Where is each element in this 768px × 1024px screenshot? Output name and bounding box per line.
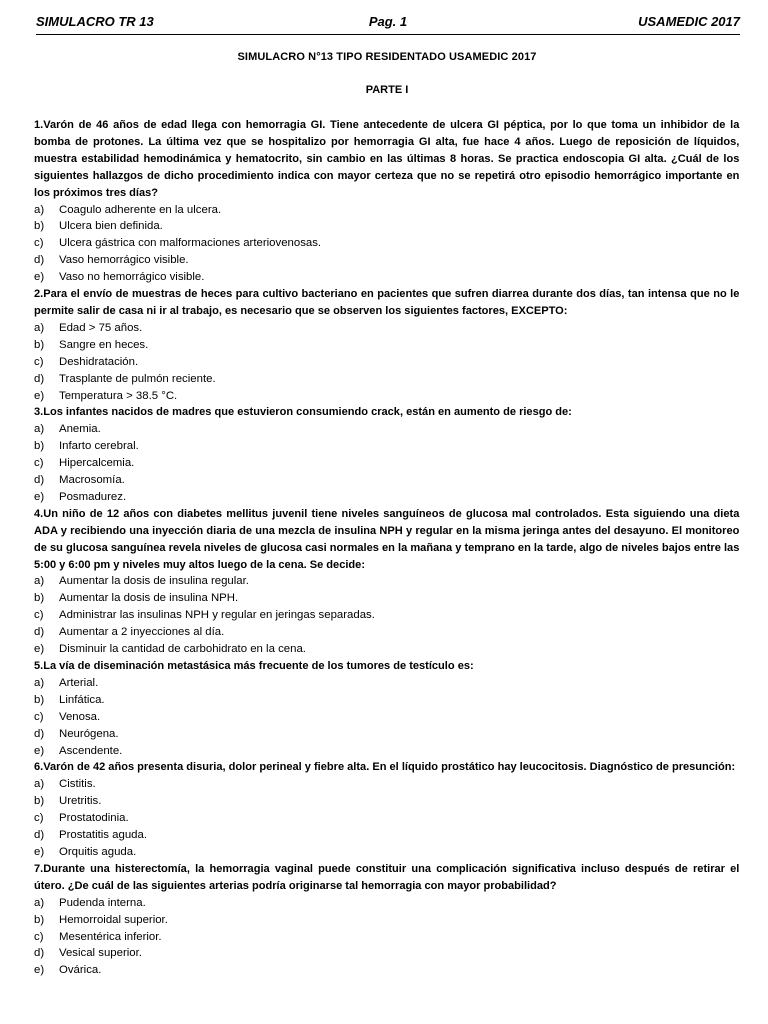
option-text: Prostatitis aguda. — [59, 829, 148, 842]
option-letter: a) — [34, 676, 45, 689]
option-text: Linfática. — [59, 693, 105, 706]
answer-options — [34, 895, 740, 980]
answer-option — [34, 472, 740, 489]
option-letter: d) — [34, 254, 45, 267]
option-letter: b) — [34, 338, 45, 351]
option-text: Aumentar a 2 inyecciones al día. — [59, 626, 225, 639]
option-letter: b) — [34, 693, 45, 706]
option-letter: e) — [34, 964, 45, 977]
answer-options — [34, 675, 740, 760]
option-text: Infarto cerebral. — [59, 440, 139, 453]
answer-option — [34, 776, 740, 793]
option-text: Mesentérica inferior. — [59, 930, 162, 943]
answer-option — [34, 962, 740, 979]
option-letter: b) — [34, 440, 45, 453]
option-letter: e) — [34, 845, 45, 858]
option-text: Edad > 75 años. — [59, 321, 143, 334]
option-text: Administrar las insulinas NPH y regular en jeringas separadas. — [59, 609, 375, 622]
answer-option — [34, 912, 740, 929]
option-text: Hipercalcemia. — [59, 457, 135, 470]
answer-options — [34, 573, 740, 658]
option-text: Cistitis. — [59, 778, 96, 791]
page-header — [36, 12, 740, 35]
option-letter: d) — [34, 947, 45, 960]
answer-option — [34, 421, 740, 438]
answer-options — [34, 320, 740, 405]
answer-option — [34, 269, 740, 286]
option-letter: a) — [34, 321, 45, 334]
option-letter: c) — [34, 710, 44, 723]
option-text: Ascendente. — [59, 744, 123, 757]
answer-options — [34, 421, 740, 506]
answer-option — [34, 743, 740, 760]
answer-option — [34, 202, 740, 219]
answer-option — [34, 641, 740, 658]
exam-document — [34, 50, 740, 979]
option-text: Pudenda interna. — [59, 896, 146, 909]
option-text: Arterial. — [59, 676, 99, 689]
option-text: Vaso no hemorrágico visible. — [59, 271, 205, 284]
option-letter: a) — [34, 423, 45, 436]
option-text: Aumentar la dosis de insulina regular. — [59, 575, 249, 588]
question-stem: 2.Para el envío de muestras de heces para cultivo bacteriano en pacientes que sufren diarrea durante dos días, tan intensa que no le permite salir de casa ni ir al trabajo, es necesario que se observen los siguientes factores, EXCEPTO: — [34, 288, 740, 317]
option-text: Deshidratación. — [59, 355, 139, 368]
option-letter: c) — [34, 930, 44, 943]
option-letter: e) — [34, 389, 45, 402]
option-letter: e) — [34, 744, 45, 757]
part-heading: PARTE I — [365, 84, 409, 96]
option-text: Anemia. — [59, 423, 101, 436]
exam-title: SIMULACRO N°13 TIPO RESIDENTADO USAMEDIC 2017 — [237, 51, 537, 63]
question-list — [34, 117, 740, 979]
option-letter: c) — [34, 457, 44, 470]
option-letter: d) — [34, 474, 45, 487]
option-text: Aumentar la dosis de insulina NPH. — [59, 592, 239, 605]
option-letter: a) — [34, 203, 45, 216]
answer-option — [34, 320, 740, 337]
answer-option — [34, 945, 740, 962]
option-text: Hemorroidal superior. — [59, 913, 168, 926]
answer-options — [34, 776, 740, 861]
option-text: Temperatura > 38.5 °C. — [59, 389, 178, 402]
answer-option — [34, 675, 740, 692]
answer-option — [34, 573, 740, 590]
question-block — [34, 861, 740, 979]
option-text: Coagulo adherente en la ulcera. — [59, 203, 222, 216]
option-text: Ulcera gástrica con malformaciones arteriovenosas. — [59, 237, 322, 250]
option-text: Disminuir la cantidad de carbohidrato en la cena. — [59, 643, 306, 656]
option-text: Vesical superior. — [59, 947, 142, 960]
option-text: Sangre en heces. — [59, 338, 149, 351]
answer-option — [34, 827, 740, 844]
option-text: Uretritis. — [59, 795, 102, 808]
option-letter: b) — [34, 220, 45, 233]
answer-option — [34, 810, 740, 827]
answer-option — [34, 624, 740, 641]
option-text: Neurógena. — [59, 727, 119, 740]
answer-option — [34, 354, 740, 371]
answer-option — [34, 438, 740, 455]
option-text: Trasplante de pulmón reciente. — [59, 372, 216, 385]
answer-option — [34, 895, 740, 912]
option-letter: a) — [34, 896, 45, 909]
option-text: Ulcera bien definida. — [59, 220, 163, 233]
question-stem: 1.Varón de 46 años de edad llega con hemorragia GI. Tiene antecedente de ulcera GI péptica, por lo que toma un inhibidor de la bomba de protones. La última vez que se hospitalizo por hemorragia GI alta, fue hace 4 años. Luego de reposición de líquidos, muestra estabilidad hemodinámica y hematocrito, sin cambio en las últimas 8 horas. Se practica endoscopia GI alta. ¿Cuál de los siguientes hallazgos de dicho procedimiento indica con mayor certeza que no se repetirá otro episodio hemorrágico importante en los próximos tres días? — [34, 119, 740, 199]
option-letter: b) — [34, 913, 45, 926]
option-text: Orquitis aguda. — [59, 845, 137, 858]
answer-option — [34, 371, 740, 388]
question-block — [34, 404, 740, 505]
answer-option — [34, 252, 740, 269]
option-text: Prostatodinia. — [59, 812, 129, 825]
option-letter: a) — [34, 778, 45, 791]
answer-option — [34, 607, 740, 624]
question-block — [34, 286, 740, 404]
answer-option — [34, 844, 740, 861]
option-letter: d) — [34, 727, 45, 740]
answer-option — [34, 235, 740, 252]
question-stem: 7.Durante una histerectomía, la hemorragia vaginal puede constituir una complicación significativa incluso después de retirar el útero. ¿De cuál de las siguientes arterias podría originarse tal hemorragia con mayor probabilidad? — [34, 862, 740, 892]
question-block — [34, 506, 740, 658]
answer-option — [34, 726, 740, 743]
option-letter: a) — [34, 575, 45, 588]
option-letter: e) — [34, 271, 45, 284]
option-letter: b) — [34, 795, 45, 808]
answer-option — [34, 692, 740, 709]
option-letter: c) — [34, 609, 44, 622]
question-block — [34, 759, 740, 860]
option-letter: e) — [34, 643, 45, 656]
question-stem: 4.Un niño de 12 años con diabetes mellitus juvenil tiene niveles sanguíneos de glucosa mal controlados. Esta siguiendo una dieta ADA y recibiendo una inyección diaria de una mezcla de insulina NPH y regular en la misma jeringa antes del desayuno. El monitoreo de su glucosa sanguínea revela niveles de glucosa casi normales en la mañana y temprano en la tarde, algo de niveles bajos entre las 5:00 y 6:00 pm y niveles muy altos luego de la cena. Se decide: — [34, 507, 740, 571]
question-stem: 6.Varón de 42 años presenta disuria, dolor perineal y fiebre alta. En el líquido prostático hay leucocitosis. Diagnóstico de presunción: — [34, 761, 736, 774]
answer-option — [34, 218, 740, 235]
answer-option — [34, 388, 740, 405]
option-text: Venosa. — [59, 710, 101, 723]
option-letter: d) — [34, 829, 45, 842]
option-letter: c) — [34, 812, 44, 825]
answer-options — [34, 202, 740, 287]
option-text: Macrosomía. — [59, 474, 125, 487]
header-page-number: Pag. 1 — [368, 14, 408, 29]
option-letter: c) — [34, 237, 44, 250]
answer-option — [34, 489, 740, 506]
question-stem: 3.Los infantes nacidos de madres que estuvieron consumiendo crack, están en aumento de riesgo de: — [34, 406, 572, 419]
option-letter: b) — [34, 592, 45, 605]
option-letter: d) — [34, 372, 45, 385]
answer-option — [34, 337, 740, 354]
answer-option — [34, 590, 740, 607]
option-letter: e) — [34, 490, 45, 503]
question-stem: 5.La vía de diseminación metastásica más frecuente de los tumores de testículo es: — [34, 660, 474, 672]
answer-option — [34, 455, 740, 472]
answer-option — [34, 793, 740, 810]
option-text: Posmadurez. — [59, 490, 127, 503]
header-brand: USAMEDIC 2017 — [638, 14, 740, 29]
option-letter: c) — [34, 355, 44, 368]
question-block — [34, 117, 740, 286]
answer-option — [34, 929, 740, 946]
option-text: Vaso hemorrágico visible. — [59, 254, 189, 267]
option-letter: d) — [34, 626, 45, 639]
option-text: Ovárica. — [59, 964, 102, 977]
header-exam-name: SIMULACRO TR 13 — [36, 14, 154, 29]
question-block — [34, 658, 740, 759]
answer-option — [34, 709, 740, 726]
